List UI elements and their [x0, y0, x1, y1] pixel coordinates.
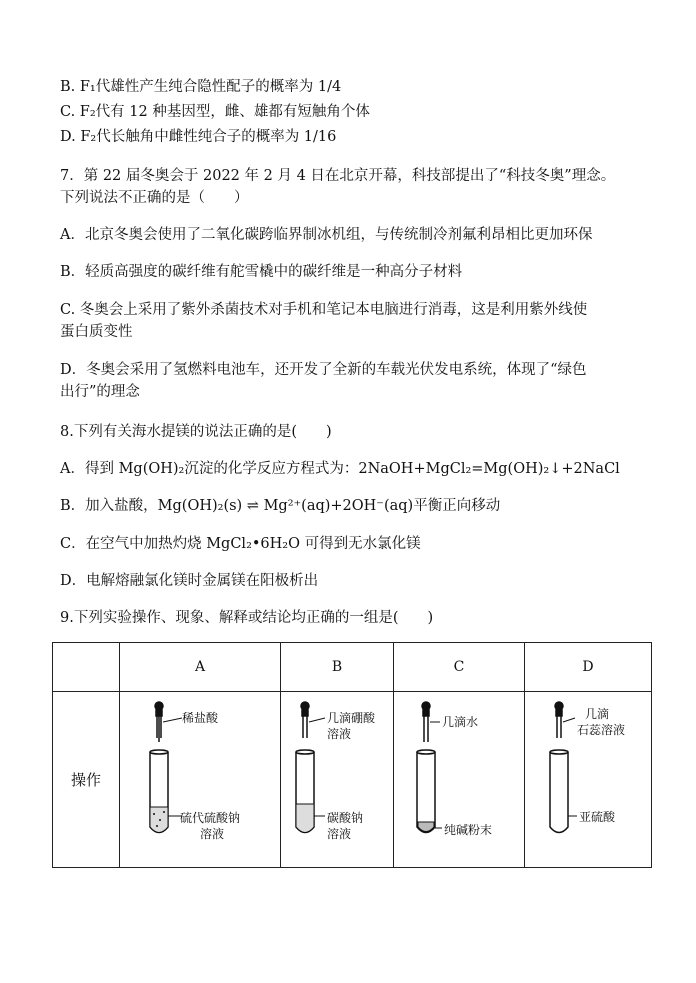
header-b: B: [281, 643, 394, 692]
label-c-solid: 纯碱粉末: [444, 823, 493, 837]
label-d-reagent-1: 几滴: [585, 707, 610, 721]
label-b-reagent-1: 几滴硼酸: [327, 711, 376, 725]
q7-option-b: B．轻质高强度的碳纤维有舵雪橇中的碳纤维是一种高分子材料: [60, 264, 463, 280]
cell-c: [394, 692, 525, 868]
q9-stem: 9.下列实验操作、现象、解释或结论均正确的一组是( ): [60, 610, 434, 626]
label-b-solution-2: 溶液: [327, 827, 352, 841]
q7-option-d-line2: 出行”的理念: [60, 384, 140, 400]
q7-option-d-line1: D．冬奥会采用了氢燃料电池车，还开发了全新的车载光伏发电系统，体现了“绿色: [60, 362, 587, 378]
q8-option-b: B．加入盐酸，Mg(OH)₂(s) ⇌ Mg²⁺(aq)+2OH⁻(aq)平衡正向移动: [60, 498, 501, 514]
q8-stem: 8.下列有关海水提镁的说法正确的是( ): [60, 424, 332, 440]
header-c: C: [394, 643, 525, 692]
q8-option-d: D．电解熔融氯化镁时金属镁在阳极析出: [60, 573, 319, 589]
q7-stem-line1: 7．第 22 届冬奥会于 2022 年 2 月 4 日在北京开幕，科技部提出了“科技冬奥”理念。: [60, 168, 616, 184]
label-a-solution-2: 溶液: [200, 827, 225, 841]
q8-option-a: A．得到 Mg(OH)₂沉淀的化学反应方程式为：2NaOH+MgCl₂=Mg(OH)₂↓+2NaCl: [60, 461, 620, 477]
header-d: D: [525, 643, 652, 692]
q7-option-c-line2: 蛋白质变性: [60, 324, 133, 340]
label-d-solution: 亚硫酸: [579, 810, 616, 824]
label-b-solution-1: 碳酸钠: [327, 811, 364, 825]
label-b-reagent-2: 溶液: [327, 727, 352, 741]
q8-option-c: C．在空气中加热灼烧 MgCl₂•6H₂O 可得到无水氯化镁: [60, 536, 421, 552]
q7-option-c-line1: C. 冬奥会上采用了紫外杀菌技术对手机和笔记本电脑进行消毒，这是利用紫外线使: [60, 302, 588, 318]
q7-option-a: A．北京冬奥会使用了二氧化碳跨临界制冰机组，与传统制冷剂氟利昂相比更加环保: [60, 227, 593, 243]
label-a-reagent: 稀盐酸: [182, 711, 219, 725]
table-corner: [53, 643, 120, 692]
cell-a: [120, 692, 281, 868]
q7-stem-line2: 下列说法不正确的是（ ）: [60, 190, 249, 206]
label-c-reagent: 几滴水: [442, 715, 479, 729]
header-a: A: [120, 643, 281, 692]
cell-d: [525, 692, 652, 868]
row-label-operation: 操作: [53, 692, 120, 868]
label-d-reagent-2: 石蕊溶液: [577, 723, 626, 737]
label-a-solution-1: 硫代硫酸钠: [180, 811, 241, 825]
q6-option-b: B. F₁代雄性产生纯合隐性配子的概率为 1/4: [60, 79, 342, 95]
q6-option-c: C. F₂代有 12 种基因型，雌、雄都有短触角个体: [60, 104, 370, 120]
q6-option-d: D. F₂代长触角中雌性纯合子的概率为 1/16: [60, 129, 337, 145]
experiment-table: [52, 642, 652, 868]
cell-b: [281, 692, 394, 868]
